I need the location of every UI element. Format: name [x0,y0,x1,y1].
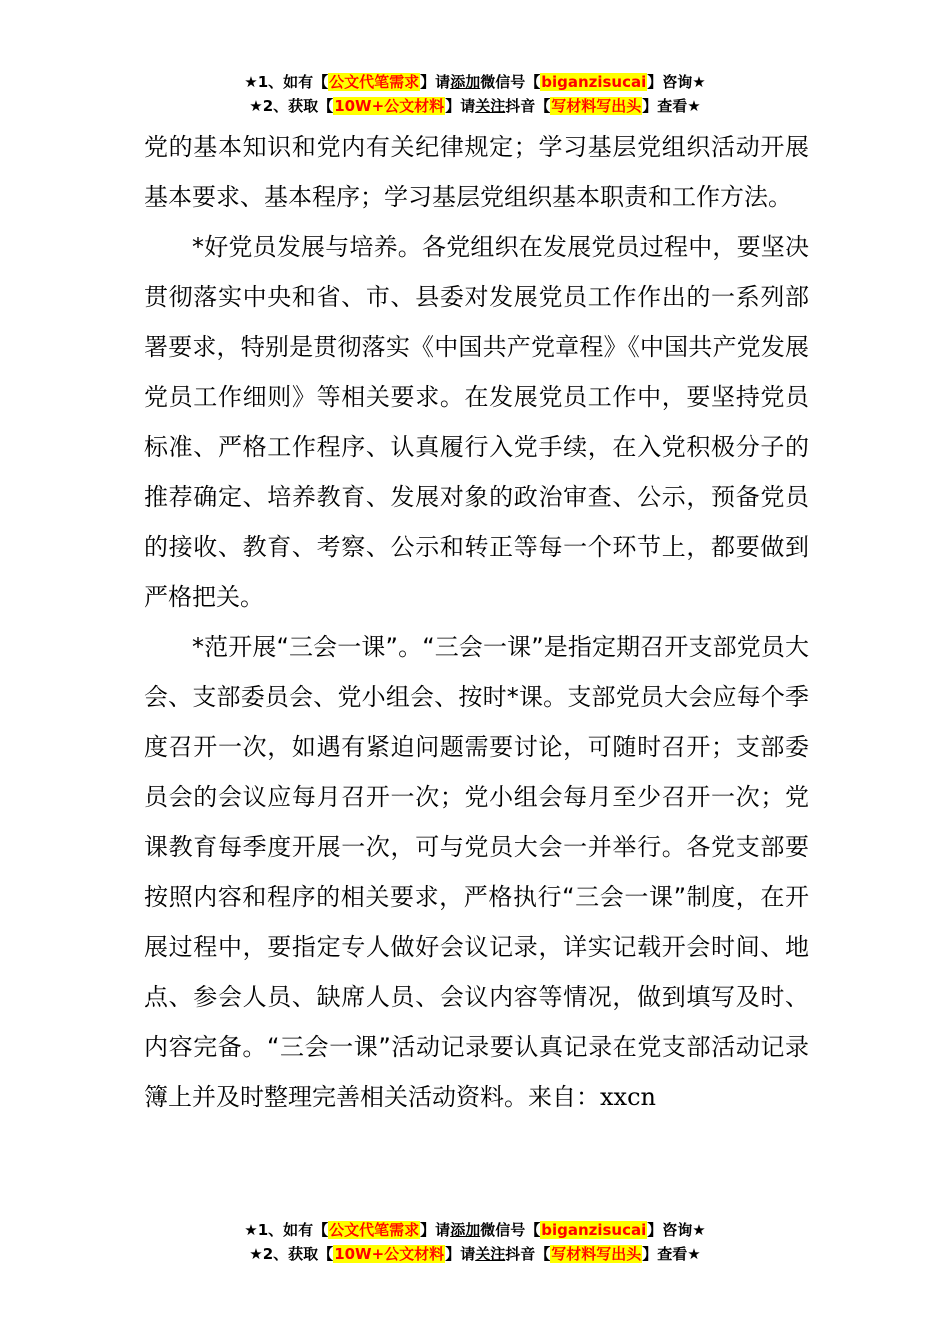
paragraph-party-member-development: *好党员发展与培养。各党组织在发展党员过程中，要坚决贯彻落实中央和省、市、县委对发展党员工作作出的一系列部署要求，特别是贯彻落实《中国共产党章程》《中国共产党发展党员工作细则》等相关要求。在发展党员工作中，要坚持党员标准、严格工作程序、认真履行入党手续，在入党积极分子的推荐确定、培养教育、发展对象的政治审查、公示，预备党员的接收、教育、考察、公示和转正等每一个环节上，都要做到严格把关。 [144,233,809,611]
banner-text: 】咨询★ [647,1221,706,1239]
banner-underline: 关注 [475,1245,506,1263]
banner-highlight: 公文代笔需求 [329,1221,420,1239]
paragraph-text: *范开展“三会一课”。“三会一课”是指定期召开支部党员大会、支部委员会、党小组会、按时*课。支部党员大会应每个季度召开一次，如遇有紧迫问题需要讨论，可随时召开；支部委员会的会议应每月召开一次；党小组会每月至少召开一次；党课教育每季度开展一次，可与党员大会一并举行。各党支部要按照内容和程序的相关要求，严格执行“三会一课”制度，在开展过程中，要指定专人做好会议记录，详实记载开会时间、地点、参会人员、缺席人员、会议内容等情况，做到填写及时、内容完备。“三会一课”活动记录要认真记录在党支部活动记录簿上并及时整理完善相关活动资料。 [144,633,809,1111]
paragraph-three-meetings-one-lesson [144,622,809,1122]
banner-line-2 [0,1242,950,1266]
banner-text: ★2、获取【 [249,97,334,115]
banner-text: 微信号【 [480,1221,541,1239]
banner-text: 】查看★ [642,97,701,115]
banner-highlight: 写材料写出头 [551,1245,642,1263]
banner-highlight: biganzisucai [541,1221,647,1239]
banner-text: ★1、如有【 [244,1221,329,1239]
banner-underline: 添加 [450,73,481,91]
paragraph-continued: 党的基本知识和党内有关纪律规定；学习基层党组织活动开展基本要求、基本程序；学习基层党组织基本职责和工作方法。 [144,133,809,211]
source-value: xxcn [600,1083,656,1111]
banner-text: 抖音【 [505,1245,551,1263]
banner-text: 】请 [445,97,476,115]
banner-underline: 关注 [475,97,506,115]
banner-highlight: 10W+公文材料 [334,97,445,115]
banner-line-2 [0,94,950,118]
banner-highlight: 10W+公文材料 [334,1245,445,1263]
banner-line-1 [0,70,950,94]
banner-line-1 [0,1218,950,1242]
banner-text: ★2、获取【 [249,1245,334,1263]
banner-text: 】查看★ [642,1245,701,1263]
banner-text: 】请 [445,1245,476,1263]
header-banner [0,70,950,118]
banner-text: 】请 [420,73,451,91]
banner-text: 】请 [420,1221,451,1239]
document-body [144,122,809,1122]
banner-text: 微信号【 [480,73,541,91]
banner-text: ★1、如有【 [244,73,329,91]
banner-highlight: 写材料写出头 [551,97,642,115]
banner-highlight: biganzisucai [541,73,647,91]
banner-underline: 添加 [450,1221,481,1239]
banner-text: 】咨询★ [647,73,706,91]
footer-banner [0,1218,950,1266]
banner-highlight: 公文代笔需求 [329,73,420,91]
source-label: 来自： [528,1083,600,1111]
banner-text: 抖音【 [505,97,551,115]
